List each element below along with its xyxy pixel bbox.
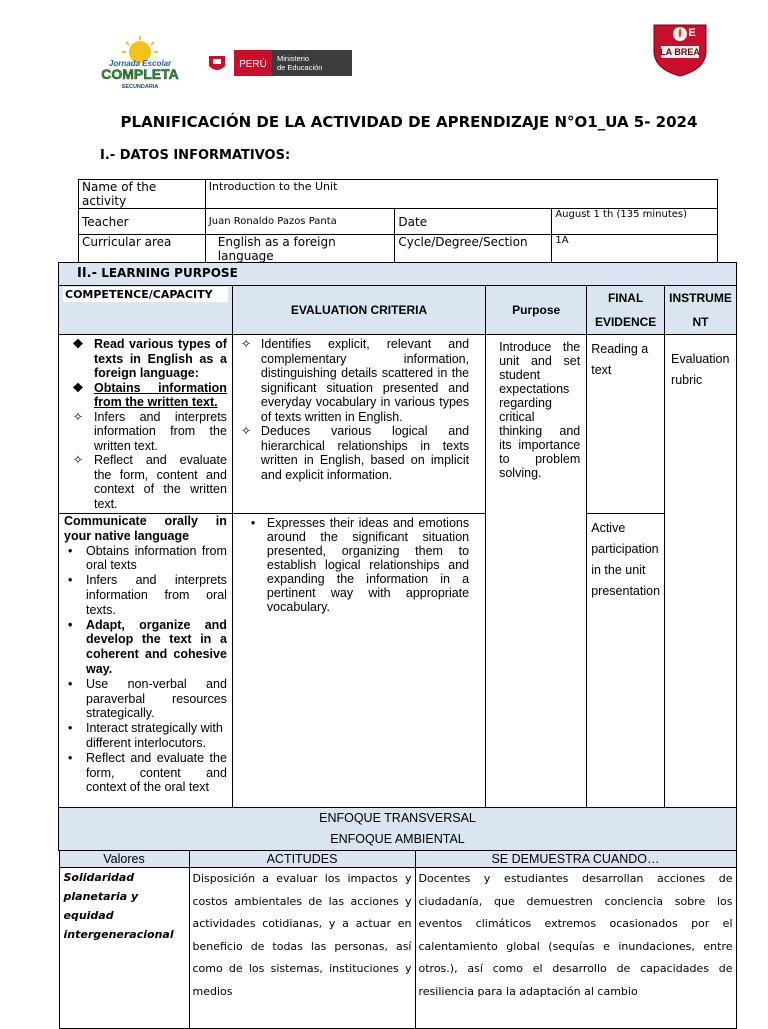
values-table-cell <box>59 851 737 1029</box>
table-row <box>79 209 718 235</box>
table-row <box>59 868 736 1029</box>
evidence-header: FINAL EVIDENCE <box>587 286 665 335</box>
competence-header-cell <box>59 286 233 335</box>
table-row <box>79 180 718 209</box>
capacity-item: • Obtains information from oral texts <box>64 544 227 574</box>
ie-la-brea-crest-icon <box>650 22 710 78</box>
bullet-icon: • <box>68 544 72 559</box>
activity-label: Name of the activity <box>79 180 206 209</box>
criteria-item: ✧ Identifies explicit, relevant and complementary information, distinguishing details scattered in the significant situation presented and everyday vocabulary in various types of texts written in English. <box>241 337 469 424</box>
capacity-item: ✧ Infers and interprets information from the written text. <box>64 410 227 454</box>
evidence-oral: Active participation in the unit presentation <box>587 514 665 808</box>
table-row <box>59 808 737 851</box>
demuestra-text: Docentes y estudiantes desarrollan acciones de ciudadanía, que demuestren conciencia sobre los eventos climáticos extremos ocasionados por el calentamiento global (sequías e inundaciones, entre otros.), así como el desarrollo de capacidades de resiliencia para la adaptación al cambio <box>415 868 736 1029</box>
competence-header: COMPETENCE/CAPACITY <box>63 287 228 302</box>
competence-oral-cell <box>59 514 233 808</box>
jornada-escolar-completa-logo <box>94 36 186 92</box>
capacity-item: • Adapt, organize and develop the text in a coherent and cohesive way. <box>64 618 227 677</box>
valor-solidaridad: Solidaridad planetaria y equidad intergeneracional <box>59 868 189 1029</box>
area-value: English as a foreign language <box>205 235 395 264</box>
purpose-text: Introduce the unit and set student expectations regarding critical thinking and its importance to problem solving. <box>486 335 587 808</box>
diamond-bullet-icon: ✧ <box>66 410 90 425</box>
criteria-item: ✧ Deduces various logical and hierarchical relationships in texts written in English, based on implicit and explicit information. <box>241 424 469 482</box>
svg-text:de Educación: de Educación <box>277 63 322 72</box>
svg-text:SECUNDARIA: SECUNDARIA <box>122 84 159 90</box>
purpose-header: Purpose <box>486 286 587 335</box>
table-row <box>59 263 737 286</box>
capacity-item: • Interact strategically with different interlocutors. <box>64 721 227 751</box>
demuestra-header: SE DEMUESTRA CUANDO… <box>415 851 736 868</box>
criteria-oral-cell <box>232 514 485 808</box>
section-datos-informativos: I.- DATOS INFORMATIVOS: <box>100 148 290 163</box>
capacity-item: • Use non-verbal and paraverbal resources strategically. <box>64 677 227 721</box>
bullet-icon: • <box>251 516 255 530</box>
page-title: PLANIFICACIÓN DE LA ACTIVIDAD DE APRENDIZAJE N°O1_UA 5- 2024 <box>0 113 768 131</box>
values-table <box>59 851 737 1029</box>
svg-text:Jornada Escolar: Jornada Escolar <box>109 59 172 68</box>
instrument-header: INSTRUMENT <box>665 286 737 335</box>
ministerio-educacion-logo <box>204 48 352 78</box>
bullet-icon: • <box>68 677 72 692</box>
cycle-value: 1A <box>552 235 718 264</box>
bullet-icon: • <box>68 618 72 633</box>
date-label: Date <box>395 209 552 235</box>
table-row <box>59 851 736 868</box>
enfoque-transversal: ENFOQUE TRANSVERSAL <box>59 808 736 829</box>
cycle-label: Cycle/Degree/Section <box>395 235 552 264</box>
actitudes-header: ACTITUDES <box>189 851 415 868</box>
section-learning-purpose: II.- LEARNING PURPOSE <box>59 263 737 286</box>
activity-value: Introduction to the Unit <box>205 180 717 209</box>
valores-header: Valores <box>59 851 189 868</box>
evidence-reading: Reading a text <box>587 335 665 514</box>
criteria-item: • Expresses their ideas and emotions around the significant situation presented, organizing them to establish logical relationships and expanding the information in a pertinent way with appropriate vocabulary. <box>247 516 469 614</box>
teacher-label: Teacher <box>79 209 206 235</box>
competence-reading-cell <box>59 335 233 514</box>
area-label: Curricular area <box>79 235 206 264</box>
competence-reading-title: ❖ Read various types of texts in English as a foreign language: <box>64 337 227 381</box>
svg-text:I E: I E <box>646 27 713 39</box>
table-row <box>59 514 737 808</box>
enfoque-header <box>59 808 737 851</box>
bullet-icon: • <box>68 573 72 588</box>
bullet-icon: • <box>68 751 72 766</box>
capacity-item: ✧ Reflect and evaluate the form, content and context of the written text. <box>64 453 227 511</box>
bullet-icon: • <box>68 721 72 736</box>
info-table <box>78 179 718 264</box>
criteria-reading-cell <box>232 335 485 514</box>
diamond-bullet-icon: ✧ <box>241 424 251 439</box>
capacity-item: • Reflect and evaluate the form, content and context of the oral text <box>64 751 227 795</box>
table-row <box>79 235 718 264</box>
svg-text:COMPLETA: COMPLETA <box>101 66 179 82</box>
diamond-bullet-icon: ✧ <box>241 337 251 352</box>
table-row <box>59 851 737 1029</box>
teacher-value: Juan Ronaldo Pazos Panta <box>205 209 395 235</box>
diamond-bullet-icon: ✧ <box>66 453 90 468</box>
date-value: August 1 th (135 minutes) <box>552 209 718 235</box>
oral-capacities-list <box>64 544 227 796</box>
diamond-bullet-icon: ❖ <box>66 381 90 396</box>
svg-text:LA BREA: LA BREA <box>660 47 700 57</box>
table-row <box>59 335 737 514</box>
instrument-value: Evaluation rubric <box>665 335 737 808</box>
enfoque-ambiental: ENFOQUE AMBIENTAL <box>59 829 736 850</box>
capacity-item: • Infers and interprets information from oral texts. <box>64 573 227 617</box>
actitud-text: Disposición a evaluar los impactos y costos ambientales de las acciones y actividades cotidianas, y a actuar en beneficio de todas las personas, así como de los sistemas, instituciones y medios <box>189 868 415 1029</box>
svg-text:Ministerio: Ministerio <box>277 54 309 63</box>
learning-purpose-table <box>58 262 737 1029</box>
capacity-item: ❖ Obtains information from the written text. <box>64 381 227 410</box>
table-row <box>59 286 737 335</box>
diamond-bullet-icon: ❖ <box>66 337 90 352</box>
criteria-header: EVALUATION CRITERIA <box>232 286 485 335</box>
svg-text:PERÚ: PERÚ <box>239 57 267 70</box>
competence-oral-title: Communicate orally in your native language <box>64 514 227 544</box>
